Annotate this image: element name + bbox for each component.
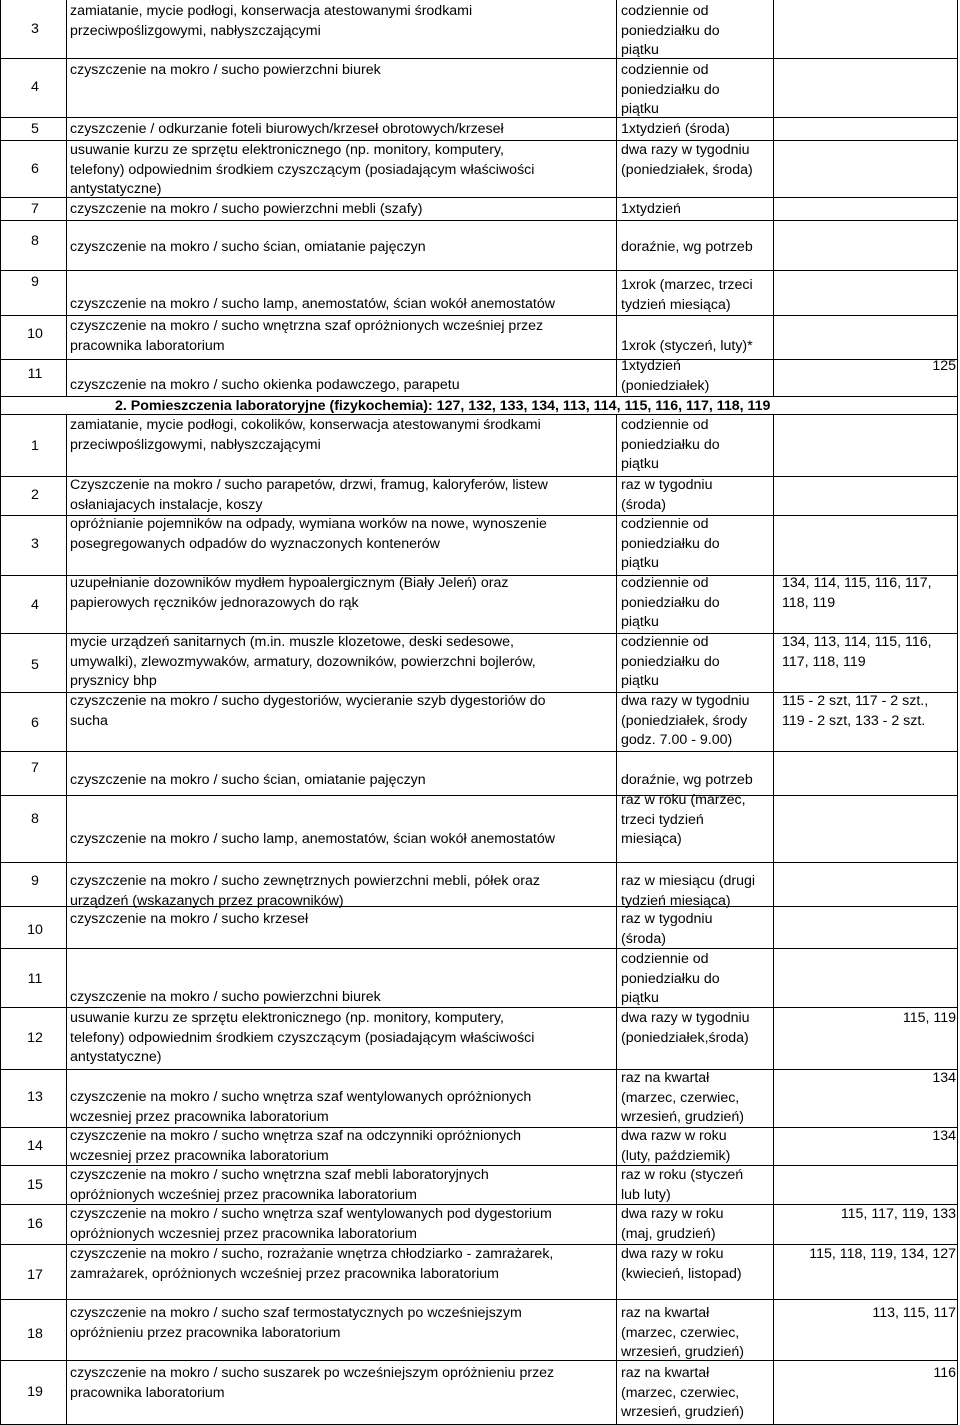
room-list: 115, 118, 119, 134, 127 (809, 1246, 956, 1262)
task-description: uzupełnianie dozowników mydłem hypoalergicznym (Biały Jeleń) oraz (70, 575, 509, 591)
task-description: zamrażarek, opróżnionych wcześniej przez pracownika laboratorium (70, 1265, 499, 1282)
row-divider (0, 58, 958, 59)
frequency-text: codziennie od (621, 951, 709, 967)
column-divider (616, 0, 617, 396)
frequency-text: raz na kwartał (621, 1305, 710, 1321)
task-description: opróżnieniu przez pracownika laboratorium (70, 1324, 341, 1341)
row-number: 19 (27, 1384, 43, 1400)
row-number: 18 (27, 1326, 43, 1342)
task-description: opróżnionych wczesniej przez pracownika laboratorium (70, 1225, 417, 1242)
task-description: czyszczenie na mokro / sucho, rozrażanie wnętrza chłodziarko - zamrażarek, (70, 1246, 554, 1262)
frequency-text: (środa) (621, 496, 666, 513)
task-description: pracownika laboratorium (70, 1384, 225, 1401)
frequency-text: dwa razw w roku (621, 1128, 727, 1144)
row-divider (0, 1299, 958, 1300)
frequency-text: (kwiecień, listopad) (621, 1265, 742, 1282)
frequency-text: dwa razy w tygodniu (621, 142, 750, 158)
frequency-text: dwa razy w roku (621, 1246, 724, 1262)
task-description: czyszczenie na mokro / sucho powierzchni biurek (70, 989, 381, 1005)
frequency-text: doraźnie, wg potrzeb (621, 772, 753, 788)
frequency-text: codziennie od (621, 516, 709, 532)
task-description: czyszczenie na mokro / sucho lamp, anemostatów, ścian wokół anemostatów (70, 296, 555, 312)
frequency-text: (poniedziałek,środa) (621, 1029, 749, 1046)
frequency-text: raz w tygodniu (621, 911, 713, 927)
frequency-text: (marzec, czerwiec, (621, 1324, 740, 1341)
row-number: 13 (27, 1089, 43, 1105)
row-divider (0, 862, 958, 863)
frequency-text: 1xrok (marzec, trzeci (621, 277, 753, 293)
frequency-text: dwa razy w tygodniu (621, 1010, 750, 1026)
room-list: 125 (932, 358, 956, 374)
row-divider (0, 1360, 958, 1361)
column-divider (773, 0, 774, 396)
row-divider (0, 270, 958, 271)
frequency-text: piątku (621, 456, 659, 472)
frequency-text: poniedziałku do (621, 81, 720, 98)
task-description: czyszczenie na mokro / sucho wnętrza szaf wentylowanych pod dygestorium (70, 1206, 552, 1222)
frequency-text: 1xtydzień (środa) (621, 121, 730, 137)
frequency-text: poniedziałku do (621, 594, 720, 611)
room-list: 134 (932, 1070, 956, 1086)
task-description: opróżnianie pojemników na odpady, wymiana worków na nowe, wynoszenie (70, 516, 547, 532)
frequency-text: dwa razy w roku (621, 1206, 724, 1222)
row-number: 11 (27, 366, 43, 382)
task-description: czyszczenie na mokro / sucho dygestoriów, wycieranie szyb dygestoriów do (70, 693, 546, 709)
task-description: papierowych ręczników jednorazowych do rąk (70, 594, 359, 611)
row-number: 6 (31, 161, 39, 177)
task-description: czyszczenie na mokro / sucho wnętrzna szaf mebli laboratoryjnych (70, 1167, 489, 1183)
row-number: 7 (31, 760, 39, 776)
row-number: 14 (27, 1138, 43, 1154)
frequency-text: raz na kwartał (621, 1365, 710, 1381)
task-description: czyszczenie na mokro / sucho suszarek po wcześniejszym opróżnieniu przez (70, 1365, 555, 1381)
row-number: 8 (31, 811, 39, 827)
task-description: antystatyczne) (70, 1049, 162, 1065)
room-list: 134, 114, 115, 116, 117, (782, 575, 932, 591)
room-list: 113, 115, 117 (872, 1305, 956, 1321)
row-number: 4 (31, 597, 39, 613)
task-description: telefony) odpowiednim środkiem czyszczącym (posiadającym właściwości (70, 161, 535, 178)
row-number: 9 (31, 274, 39, 290)
task-description: czyszczenie na mokro / sucho powierzchni mebli (szafy) (70, 201, 423, 217)
frequency-text: raz na kwartał (621, 1070, 710, 1086)
row-divider (0, 751, 958, 752)
row-divider (0, 906, 958, 907)
column-divider (66, 415, 67, 1425)
task-description: sucha (70, 712, 108, 729)
frequency-text: raz w roku (styczeń (621, 1167, 744, 1183)
task-description: opróżnionych wcześniej przez pracownika laboratorium (70, 1186, 417, 1203)
frequency-text: wrzesień, grudzień) (621, 1344, 745, 1360)
frequency-text: poniedziałku do (621, 970, 720, 987)
row-number: 4 (31, 79, 39, 95)
frequency-text: codziennie od (621, 417, 709, 433)
row-divider (0, 315, 958, 316)
task-description: czyszczenie na mokro / sucho wnętrza szaf wentylowanych opróżnionych (70, 1089, 532, 1105)
task-description: wczesniej przez pracownika laboratorium (70, 1108, 329, 1125)
task-description: usuwanie kurzu ze sprzętu elektronicznego (np. monitory, komputery, (70, 1010, 504, 1026)
task-description: czyszczenie na mokro / sucho ścian, omiatanie pajęczyn (70, 772, 426, 788)
column-divider (957, 0, 958, 1425)
frequency-text: (poniedziałek, środa) (621, 161, 753, 178)
task-description: czyszczenie na mokro / sucho wnętrza szaf na odczynniki opróżnionych (70, 1128, 522, 1144)
room-list: 115, 119 (902, 1010, 956, 1026)
frequency-text: wrzesień, grudzień) (621, 1109, 745, 1125)
row-number: 6 (31, 715, 39, 731)
frequency-text: raz w miesiącu (drugi (621, 873, 756, 889)
task-description: osłaniajacych instalacje, koszy (70, 496, 263, 513)
task-description: mycie urządzeń sanitarnych (m.in. muszle klozetowe, deski sedesowe, (70, 634, 514, 650)
task-description: usuwanie kurzu ze sprzętu elektronicznego (np. monitory, komputery, (70, 142, 504, 158)
frequency-text: poniedziałku do (621, 535, 720, 552)
row-number: 8 (31, 233, 39, 249)
frequency-text: poniedziałku do (621, 436, 720, 453)
row-divider (0, 220, 958, 221)
section-title: 2. Pomieszczenia laboratoryjne (fizykochemia): 127, 132, 133, 134, 113, 114, 115, 116, 117, 118, 119 (115, 398, 771, 414)
column-divider (773, 415, 774, 1425)
row-number: 16 (27, 1216, 43, 1232)
row-number: 17 (27, 1267, 43, 1283)
row-divider (0, 948, 958, 949)
row-number: 15 (27, 1177, 43, 1193)
room-list: 134, 113, 114, 115, 116, (782, 634, 932, 650)
task-description: czyszczenie na mokro / sucho lamp, anemostatów, ścian wokół anemostatów (70, 831, 555, 847)
column-divider (66, 0, 67, 396)
row-number: 5 (31, 657, 39, 673)
row-number: 11 (27, 971, 43, 987)
column-divider (616, 415, 617, 1425)
room-list: 115, 117, 119, 133 (840, 1206, 956, 1222)
task-description: prysznicy bhp (70, 673, 157, 689)
frequency-text: tydzień miesiąca) (621, 296, 731, 313)
row-divider (0, 795, 958, 796)
room-list: 116 (933, 1365, 956, 1381)
frequency-text: lub luty) (621, 1186, 671, 1203)
room-list: 118, 119 (782, 594, 836, 611)
frequency-text: codziennie od (621, 62, 709, 78)
room-list: 115 - 2 szt, 117 - 2 szt., (782, 693, 929, 709)
row-divider (0, 117, 958, 118)
frequency-text: doraźnie, wg potrzeb (621, 239, 753, 255)
task-description: zamiatanie, mycie podłogi, konserwacja atestowanymi środkami (70, 3, 473, 19)
frequency-text: tydzień miesiąca) (621, 892, 731, 909)
frequency-text: piątku (621, 990, 659, 1006)
frequency-text: (maj, grudzień) (621, 1225, 716, 1242)
task-description: antystatyczne) (70, 181, 162, 197)
frequency-text: (środa) (621, 930, 666, 947)
row-number: 1 (31, 438, 39, 454)
row-number: 10 (27, 922, 43, 938)
frequency-text: poniedziałku do (621, 653, 720, 670)
task-description: pracownika laboratorium (70, 337, 225, 354)
task-description: przeciwpoślizgowymi, nabłyszczającymi (70, 436, 321, 453)
task-description: umywalki), zlewozmywaków, armatury, dozowników, powierzchni bojlerów, (70, 653, 536, 670)
task-description: czyszczenie na mokro / sucho ścian, omiatanie pajęczyn (70, 239, 426, 255)
row-divider (0, 1007, 958, 1008)
task-description: przeciwpoślizgowymi, nabłyszczającymi (70, 22, 321, 39)
frequency-text: poniedziałku do (621, 22, 720, 39)
frequency-text: dwa razy w tygodniu (621, 693, 750, 709)
task-description: urządzeń (wskazanych przez pracowników) (70, 892, 344, 909)
frequency-text: (marzec, czerwiec, (621, 1089, 740, 1106)
row-number: 3 (31, 21, 39, 37)
frequency-text: raz w tygodniu (621, 477, 713, 493)
frequency-text: (luty, paździemik) (621, 1147, 731, 1164)
task-description: telefony) odpowiednim środkiem czyszczącym (posiadającym właściwości (70, 1029, 535, 1046)
frequency-text: piątku (621, 42, 659, 58)
frequency-text: codziennie od (621, 3, 709, 19)
frequency-text: godz. 7.00 - 9.00) (621, 732, 733, 748)
column-divider (0, 0, 1, 1425)
frequency-text: piątku (621, 101, 659, 117)
frequency-text: codziennie od (621, 575, 709, 591)
task-description: czyszczenie na mokro / sucho szaf termostatycznych po wcześniejszym (70, 1305, 522, 1321)
row-number: 2 (31, 487, 39, 503)
frequency-text: (poniedziałek) (621, 377, 710, 394)
row-number: 7 (31, 201, 39, 217)
row-number: 9 (31, 873, 39, 889)
frequency-text: piątku (621, 673, 659, 689)
task-description: czyszczenie / odkurzanie foteli biurowych/krzeseł obrotowych/krzeseł (70, 121, 504, 137)
task-description: czyszczenie na mokro / sucho powierzchni biurek (70, 62, 381, 78)
room-list: 117, 118, 119 (782, 653, 866, 670)
frequency-text: codziennie od (621, 634, 709, 650)
frequency-text: 1xrok (styczeń, luty)* (621, 338, 753, 354)
frequency-text: wrzesień, grudzień) (621, 1404, 745, 1420)
task-description: czyszczenie na mokro / sucho krzeseł (70, 911, 309, 927)
row-number: 5 (31, 121, 39, 137)
task-description: czyszczenie na mokro / sucho wnętrzna szaf opróżnionych wcześniej przez (70, 318, 544, 334)
row-number: 10 (27, 326, 43, 342)
frequency-text: piątku (621, 614, 659, 630)
frequency-text: (poniedziałek, środy (621, 712, 748, 729)
task-description: posegregowanych odpadów do wyznaczonych kontenerów (70, 535, 440, 552)
row-number: 3 (31, 536, 39, 552)
row-divider (0, 414, 958, 415)
room-list: 119 - 2 szt, 133 - 2 szt. (782, 712, 926, 729)
task-description: wczesniej przez pracownika laboratorium (70, 1147, 329, 1164)
frequency-text: piątku (621, 555, 659, 571)
frequency-text: 1xtydzień (621, 358, 681, 374)
row-divider (0, 197, 958, 198)
frequency-text: miesiąca) (621, 831, 682, 847)
room-list: 134 (932, 1128, 956, 1144)
frequency-text: trzeci tydzień (621, 811, 704, 828)
frequency-text: 1xtydzień (621, 201, 681, 217)
row-number: 12 (27, 1030, 43, 1046)
task-description: czyszczenie na mokro / sucho okienka podawczego, parapetu (70, 377, 460, 393)
frequency-text: raz w roku (marzec, (621, 792, 746, 808)
task-description: czyszczenie na mokro / sucho zewnętrznych powierzchni mebli, półek oraz (70, 873, 540, 889)
task-description: zamiatanie, mycie podłogi, cokolików, konserwacja atestowanymi środkami (70, 417, 541, 433)
task-description: Czyszczenie na mokro / sucho parapetów, drzwi, framug, kaloryferów, listew (70, 477, 548, 493)
frequency-text: (marzec, czerwiec, (621, 1384, 740, 1401)
